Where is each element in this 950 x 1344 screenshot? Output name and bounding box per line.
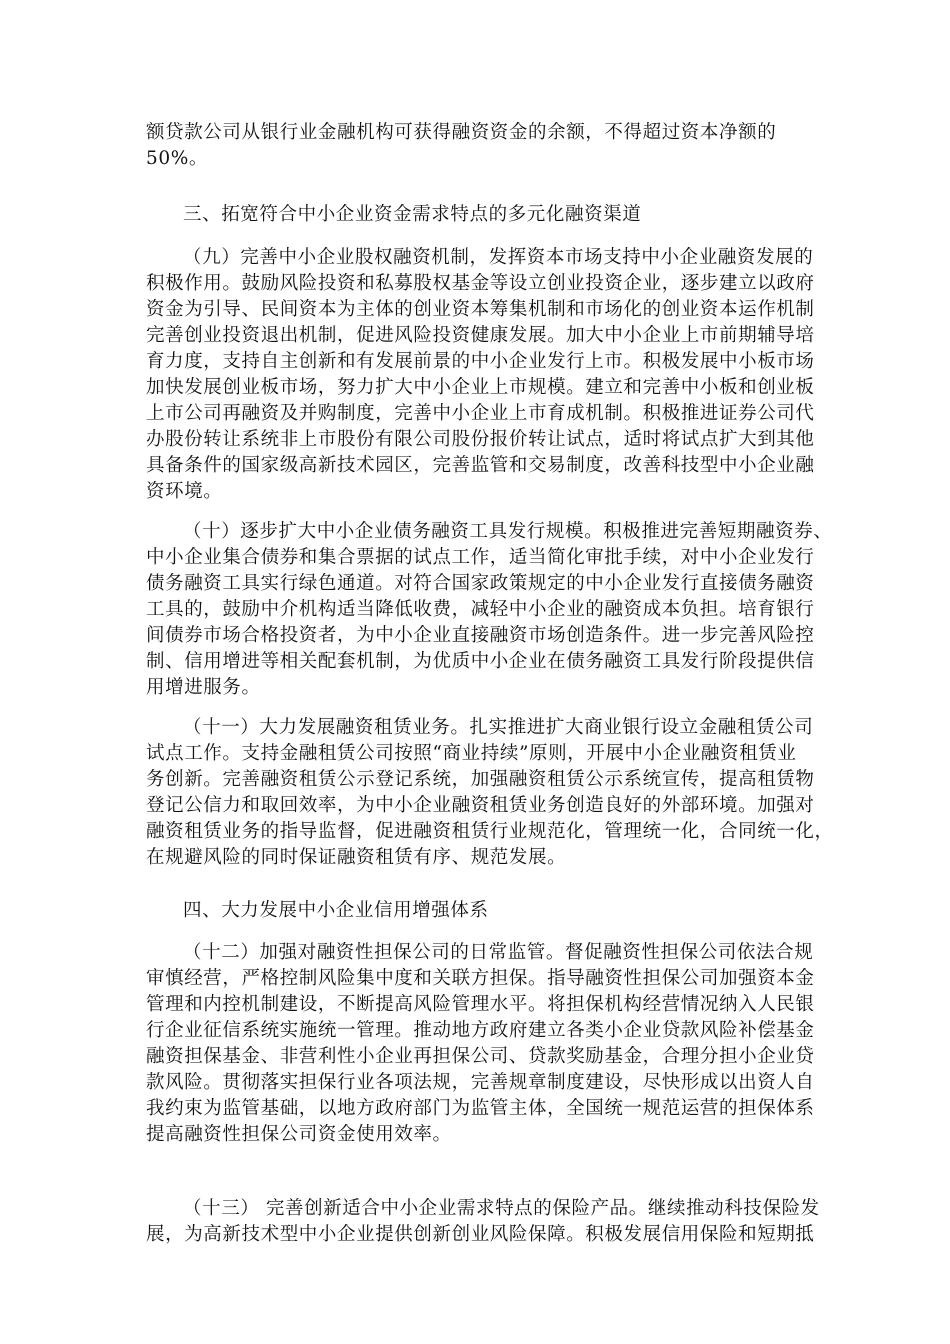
paragraph-continuation: [146, 120, 810, 172]
paragraph-11: [146, 715, 834, 871]
text-line: （十三） 完善创新适合中小企业需求特点的保险产品。继续推动科技保险发: [183, 1198, 820, 1219]
text-line: 试点工作。支持金融租赁公司按照“商业持续”原则，开展中小企业融资租赁业: [146, 743, 797, 764]
text-line: 在规避风险的同时保证融资租赁有序、规范发展。: [146, 847, 567, 868]
text-line: 育力度，支持自主创新和有发展前景的中小企业发行上市。积极发展中小板市场: [146, 351, 815, 372]
text-line: 上市公司再融资及并购制度，完善中小企业上市育成机制。积极推进证券公司代: [146, 403, 815, 424]
text-line: 资环境。: [146, 481, 223, 502]
text-line: 展，为高新技术型中小企业提供创新创业风险保障。积极发展信用保险和短期抵: [146, 1224, 815, 1245]
paragraph-10: [146, 519, 833, 701]
text-line: 管理和内控机制建设，不断提高风险管理水平。将担保机构经营情况纳入人民银: [146, 994, 815, 1015]
text-line: 间债券市场合格投资者，为中小企业直接融资市场创造条件。进一步完善风险控: [146, 625, 815, 646]
text-line: 资金为引导、民间资本为主体的创业资本筹集机制和市场化的创业资本运作机制: [146, 299, 815, 320]
text-line: （十）逐步扩大中小企业债务融资工具发行规模。积极推进完善短期融资券、: [183, 521, 833, 542]
text-line: 办股份转让系统非上市股份有限公司股份报价转让试点，适时将试点扩大到其他: [146, 429, 815, 450]
text-line: 融资担保基金、非营利性小企业再担保公司、贷款奖励基金，合理分担小企业贷: [146, 1046, 815, 1067]
text-line: 审慎经营，严格控制风险集中度和关联方担保。指导融资性担保公司加强资本金: [146, 968, 815, 989]
text-line: 款风险。贯彻落实担保行业各项法规，完善规章制度建设，尽快形成以出资人自: [146, 1072, 815, 1093]
text-line: （九）完善中小企业股权融资机制，发挥资本市场支持中小企业融资发展的: [183, 247, 814, 268]
paragraph-9: [146, 245, 815, 505]
text-line: 工具的，鼓励中介机构适当降低收费，减轻中小企业的融资成本负担。培育银行: [146, 599, 815, 620]
text-line: 50%。: [146, 148, 209, 169]
text-line: 我约束为监管基础，以地方政府部门为监管主体，全国统一规范运营的担保体系: [146, 1098, 815, 1119]
text-line: 务创新。完善融资租赁公示登记系统，加强融资租赁公示系统宣传，提高租赁物: [146, 769, 815, 790]
text-line: （十二）加强对融资性担保公司的日常监管。督促融资性担保公司依法合规: [183, 942, 814, 963]
text-line: 融资租赁业务的指导监督，促进融资租赁行业规范化，管理统一化，合同统一化，: [146, 821, 834, 842]
text-line: 债务融资工具实行绿色通道。对符合国家政策规定的中小企业发行直接债务融资: [146, 573, 815, 594]
text-line: 用增进服务。: [146, 677, 261, 698]
text-line: 加快发展创业板市场，努力扩大中小企业上市规模。建立和完善中小板和创业板: [146, 377, 815, 398]
paragraph-12: [146, 940, 815, 1148]
section-heading-4: [146, 898, 810, 924]
text-line: （十一）大力发展融资租赁业务。扎实推进扩大商业银行设立金融租赁公司: [183, 717, 814, 738]
text-line: 中小企业集合债券和集合票据的试点工作，适当简化审批手续，对中小企业发行: [146, 547, 815, 568]
text-line: 完善创业投资退出机制，促进风险投资健康发展。加大中小企业上市前期辅导培: [146, 325, 815, 346]
text-line: 具备条件的国家级高新技术园区，完善监管和交易制度，改善科技型中小企业融: [146, 455, 815, 476]
heading-text: 三、拓宽符合中小企业资金需求特点的多元化融资渠道: [183, 204, 642, 225]
text-line: 行企业征信系统实施统一管理。推动地方政府建立各类小企业贷款风险补偿基金: [146, 1020, 815, 1041]
heading-text: 四、大力发展中小企业信用增强体系: [183, 900, 489, 921]
text-line: 积极作用。鼓励风险投资和私募股权基金等设立创业投资企业，逐步建立以政府: [146, 273, 815, 294]
text-line: 登记公信力和取回效率，为中小企业融资租赁业务创造良好的外部环境。加强对: [146, 795, 815, 816]
text-line: 制、信用增进等相关配套机制，为优质中小企业在债务融资工具发行阶段提供信: [146, 651, 815, 672]
text-line: 提高融资性担保公司资金使用效率。: [146, 1124, 452, 1145]
section-heading-3: [146, 202, 810, 228]
paragraph-13: [146, 1196, 820, 1248]
text-line: 额贷款公司从银行业金融机构可获得融资资金的余额，不得超过资本净额的: [146, 122, 777, 143]
